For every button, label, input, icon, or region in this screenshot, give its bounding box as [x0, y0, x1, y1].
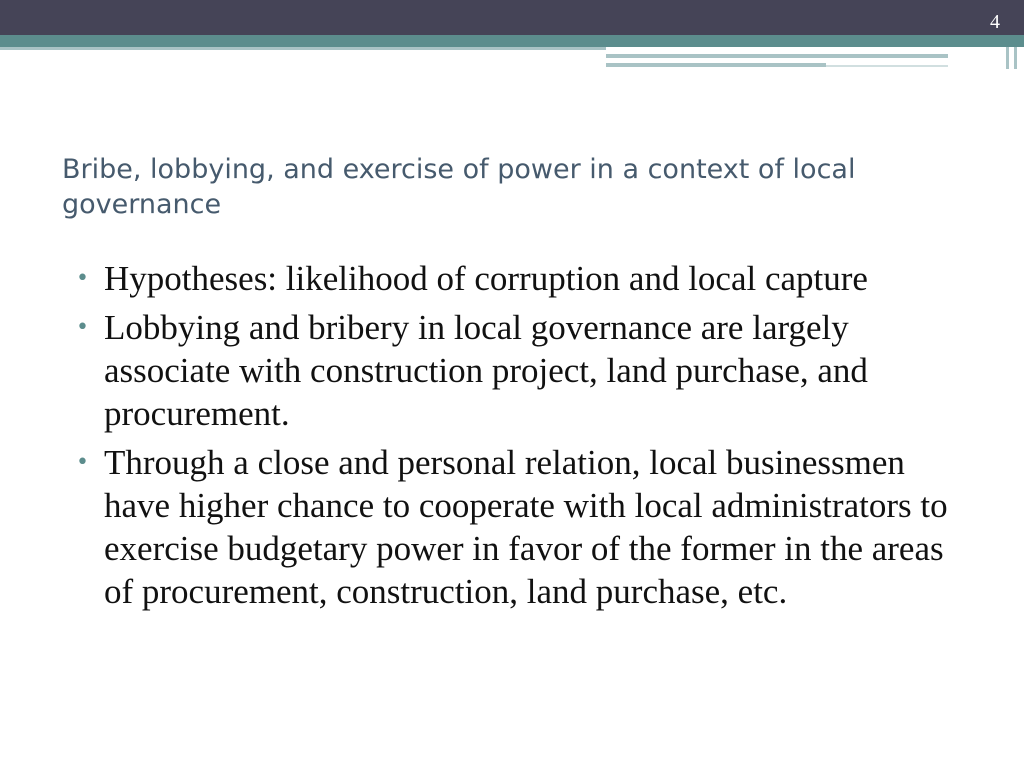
header-decorative-line — [606, 54, 948, 58]
bullet-text: Through a close and personal relation, local businessmen have higher chance to cooperate with local administrators to exercise budgetary power in favor of the former in the areas of procurement, construction, land purchase, etc. — [104, 443, 948, 611]
slide-title: Bribe, lobbying, and exercise of power in a context of local governance — [62, 154, 856, 220]
header-decorative-vertical — [1006, 47, 1009, 69]
bullet-item — [76, 257, 956, 300]
bullet-text: Hypotheses: likelihood of corruption and local capture — [104, 259, 868, 298]
header-bar-accent-line — [0, 47, 606, 50]
header-bar-dark — [0, 0, 1024, 35]
header-decorative-line — [826, 65, 948, 67]
bullet-dot-icon: • — [76, 315, 89, 340]
header-bar-teal — [0, 35, 1024, 47]
header-decorative-vertical — [1014, 47, 1017, 69]
header-decorative-line — [606, 63, 826, 67]
bullet-item — [76, 306, 956, 435]
bullet-dot-icon: • — [76, 450, 89, 475]
bullet-text: Lobbying and bribery in local governance are largely associate with construction project, land purchase, and procurement. — [104, 308, 868, 433]
page-number: 4 — [990, 11, 1000, 33]
bullet-item — [76, 441, 956, 613]
bullet-dot-icon: • — [76, 266, 89, 291]
bullet-list — [76, 257, 956, 619]
